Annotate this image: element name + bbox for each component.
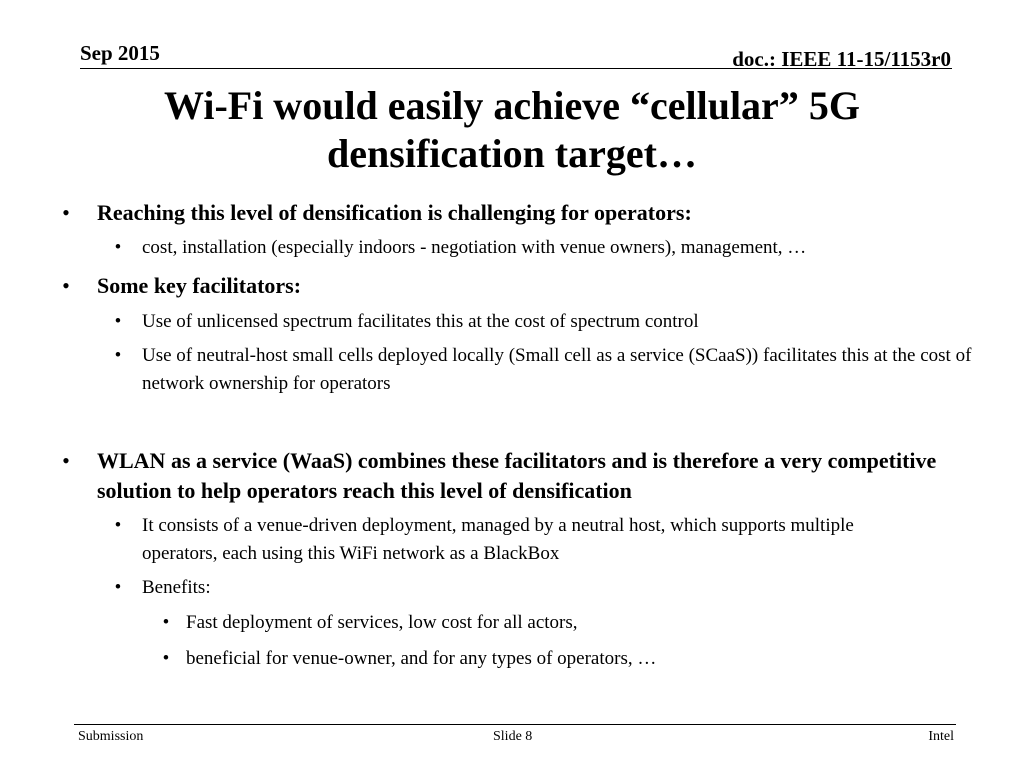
- bullet-dot: •: [162, 648, 170, 669]
- bullet-level2-neutral-host-scaas: [114, 342, 987, 398]
- bullet-text: Some key facilitators:: [97, 273, 302, 298]
- bullet-dot: •: [114, 577, 122, 598]
- header-doc-id: doc.: IEEE 11-15/1153r0: [732, 47, 951, 71]
- bullet-dot: •: [114, 515, 122, 536]
- bullet-text: Fast deployment of services, low cost for all actors,: [186, 612, 578, 633]
- bullet-text: cost, installation (especially indoors - negotiation with venue owners), management, …: [142, 237, 807, 258]
- bullet-dot: •: [114, 237, 122, 258]
- bullet-level2-cost-installation: [114, 234, 992, 262]
- bullet-level1-key-facilitators: [62, 271, 977, 301]
- bullet-dot: •: [114, 311, 122, 332]
- bullet-level1-wlan-as-a-service: [62, 446, 967, 506]
- footer-rule: [74, 724, 956, 725]
- bullet-text: WLAN as a service (WaaS) combines these facilitators and is therefore a very competitive solution to help operators reach this level of densification: [97, 448, 937, 503]
- bullet-text: It consists of a venue-driven deployment, managed by a neutral host, which supports multiple operators, each using this WiFi network as a BlackBox: [142, 515, 854, 564]
- bullet-dot: •: [62, 273, 70, 298]
- footer-slide-number: Slide 8: [493, 729, 533, 744]
- bullet-level2-unlicensed-spectrum: [114, 308, 992, 336]
- bullet-text: Use of unlicensed spectrum facilitates this at the cost of spectrum control: [142, 311, 699, 332]
- bullet-level1-densification-challenge: [62, 198, 977, 228]
- footer-company: Intel: [928, 729, 954, 744]
- header-date: Sep 2015: [80, 41, 160, 65]
- bullet-dot: •: [114, 345, 122, 366]
- bullet-text: Use of neutral-host small cells deployed locally (Small cell as a service (SCaaS)) facilitates this at the cost of network ownership for operators: [142, 345, 972, 394]
- bullet-level2-benefits: [114, 574, 992, 602]
- bullet-text: Benefits:: [142, 577, 211, 598]
- bullet-level3-venue-owner-beneficial: [162, 645, 986, 673]
- bullet-dot: •: [62, 448, 70, 473]
- bullet-level3-fast-deployment: [162, 609, 986, 637]
- bullet-text: beneficial for venue-owner, and for any types of operators, …: [186, 648, 657, 669]
- bullet-dot: •: [162, 612, 170, 633]
- footer-submission: Submission: [78, 729, 144, 744]
- bullet-text: Reaching this level of densification is challenging for operators:: [97, 200, 692, 225]
- slide-title: Wi-Fi would easily achieve “cellular” 5G densification target…: [164, 83, 860, 176]
- bullet-level2-venue-driven-deployment: [114, 512, 932, 568]
- bullet-dot: •: [62, 200, 70, 225]
